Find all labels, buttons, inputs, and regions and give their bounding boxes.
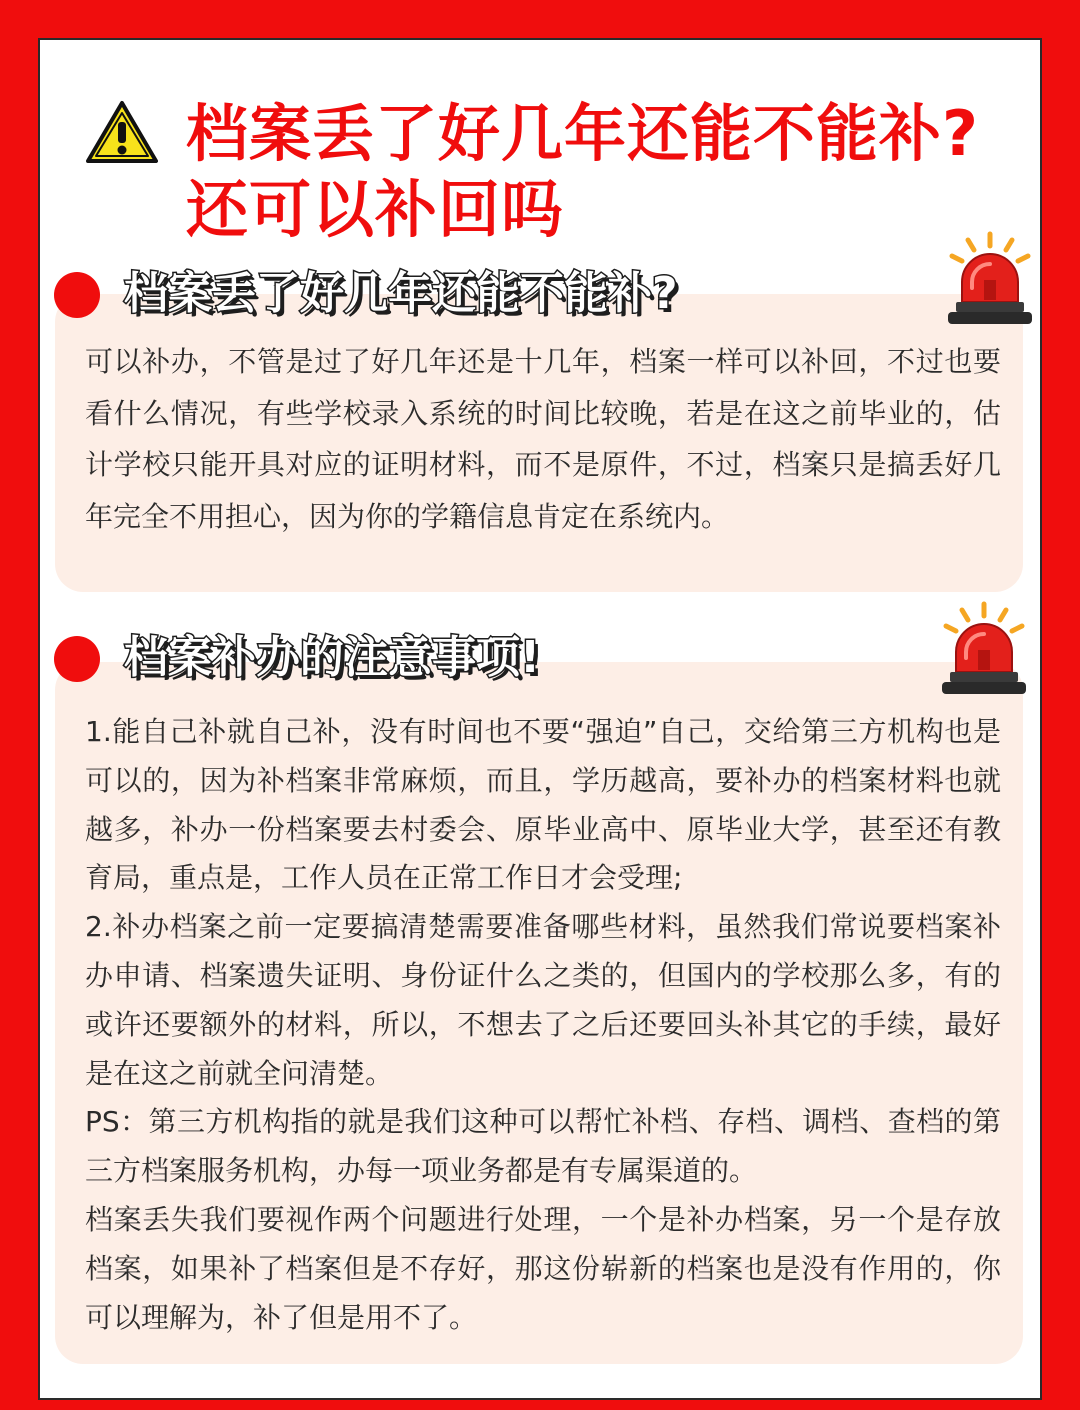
page-title-line-1: 档案丢了好几年还能不能补? xyxy=(186,97,979,170)
section-2-paragraph-ps: PS：第三方机构指的就是我们这种可以帮忙补档、存档、调档、查档的第三方档案服务机构，办每一项业务都是有专属渠道的。 xyxy=(85,1105,1001,1188)
section-2-paragraph-4: 档案丢失我们要视作两个问题进行处理，一个是补办档案，另一个是存放档案，如果补了档案但是不存好，那这份崭新的档案也是没有作用的，你可以理解为，补了但是用不了。 xyxy=(85,1202,1001,1334)
section-heading-2: 档案补办的注意事项! xyxy=(124,632,541,683)
section-1-body: 可以补办，不管是过了好几年还是十几年，档案一样可以补回，不过也要看什么情况，有些学校录入系统的时间比较晚，若是在这之前毕业的，估计学校只能开具对应的证明材料，而不是原件，不过，档案只是搞丢好几年完全不用担心，因为你的学籍信息肯定在系统内。 xyxy=(85,345,1001,533)
alarm-siren-icon xyxy=(938,600,1030,700)
warning-triangle-icon xyxy=(86,100,158,164)
section-2-body xyxy=(85,708,1001,1342)
section-2-paragraph-2: 2.补办档案之前一定要搞清楚需要准备哪些材料，虽然我们常说要档案补办申请、档案遗失证明、身份证什么之类的，但国内的学校那么多，有的或许还要额外的材料，所以，不想去了之后还要回头补其它的手续，最好是在这之前就全问清楚。 xyxy=(85,910,1001,1090)
section-bullet-dot-1 xyxy=(54,272,100,318)
section-heading-1: 档案丢了好几年还能不能补? xyxy=(124,268,678,319)
alarm-siren-icon xyxy=(944,230,1036,330)
page-title xyxy=(186,96,1026,248)
section-bullet-dot-2 xyxy=(54,636,100,682)
page-title-line-2: 还可以补回吗 xyxy=(186,173,565,246)
section-2-paragraph-1: 1.能自己补就自己补，没有时间也不要“强迫”自己，交给第三方机构也是可以的，因为补档案非常麻烦，而且，学历越高，要补办的档案材料也就越多，补办一份档案要去村委会、原毕业高中、原毕业大学，甚至还有教育局，重点是，工作人员在正常工作日才会受理; xyxy=(85,715,1001,895)
